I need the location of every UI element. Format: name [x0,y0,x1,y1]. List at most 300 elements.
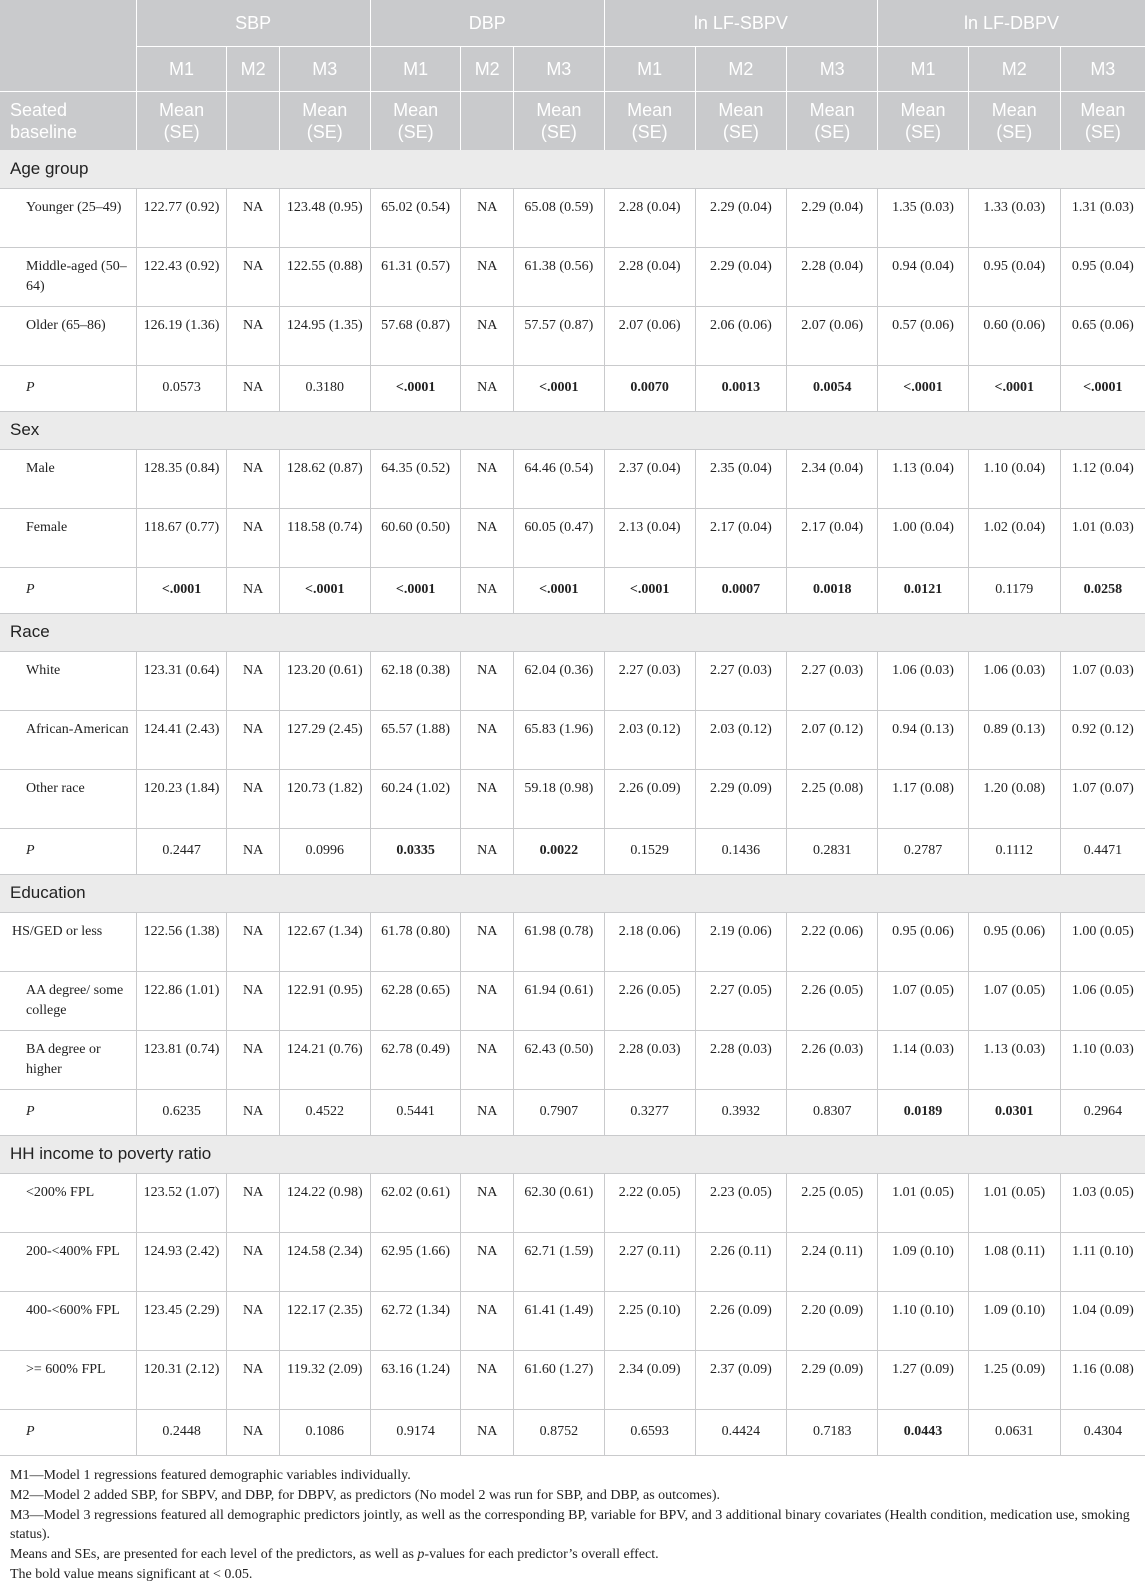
table-cell: NA [461,1173,513,1232]
p-value-text: 0.3277 [630,1104,669,1119]
table-cell: 61.98 (0.78) [513,912,604,971]
p-value-text: NA [243,1424,264,1439]
p-value-significant: <.0001 [539,582,579,597]
table-cell: 123.31 (0.64) [136,651,227,710]
table-cell: NA [227,247,279,306]
p-value-cell [604,1409,695,1455]
table-cell: 2.13 (0.04) [604,508,695,567]
p-value-cell [136,567,227,613]
table-cell: 63.16 (1.24) [370,1350,461,1409]
p-value-cell [370,567,461,613]
table-row [0,912,1145,971]
table-cell: NA [227,1291,279,1350]
p-value-cell [968,828,1060,874]
table-row [0,247,1145,306]
table-row [0,971,1145,1030]
table-cell: 124.41 (2.43) [136,710,227,769]
table-cell: 61.31 (0.57) [370,247,461,306]
group-title: Race [0,613,1145,651]
row-label: Other race [0,769,136,828]
table-cell: 64.35 (0.52) [370,449,461,508]
note-means-a: Means and SEs, are presented for each level of the predictors, as well as [10,1546,418,1562]
p-value-cell [279,567,370,613]
p-value-cell [461,567,513,613]
table-cell: 124.93 (2.42) [136,1232,227,1291]
table-cell: 2.29 (0.04) [695,247,787,306]
table-cell: 0.94 (0.04) [878,247,969,306]
table-cell: 61.41 (1.49) [513,1291,604,1350]
p-value-text: NA [243,582,264,597]
table-cell: NA [461,188,513,247]
table-cell: 0.94 (0.13) [878,710,969,769]
table-cell: 2.20 (0.09) [787,1291,878,1350]
table-cell: NA [461,449,513,508]
stat-header [227,92,279,151]
table-cell: NA [227,1030,279,1089]
p-value-cell [279,1089,370,1135]
table-cell: 65.08 (0.59) [513,188,604,247]
table-cell: NA [461,912,513,971]
note-m2: M2—Model 2 added SBP, for SBPV, and DBP, for DBPV, as predictors (No model 2 was run for SBP, and DBP, as outcomes). [10,1487,720,1503]
p-value-label: P [0,567,136,613]
table-cell: 2.27 (0.03) [695,651,787,710]
table-cell: NA [227,508,279,567]
row-label: Female [0,508,136,567]
p-value-text: 0.1112 [995,843,1033,858]
p-value-text: 0.6235 [162,1104,201,1119]
p-value-cell [227,828,279,874]
table-cell: 62.18 (0.38) [370,651,461,710]
table-notes [0,1456,1145,1584]
table-cell: 62.02 (0.61) [370,1173,461,1232]
stat-header: Mean (SE) [968,92,1060,151]
table-cell: 2.28 (0.04) [604,188,695,247]
model-header: M3 [1060,47,1145,92]
table-cell: 1.01 (0.05) [878,1173,969,1232]
table-cell: 1.03 (0.05) [1060,1173,1145,1232]
table-cell: NA [227,912,279,971]
row-label: Male [0,449,136,508]
row-label: Middle-aged (50–64) [0,247,136,306]
p-value-cell [787,828,878,874]
p-value-cell [968,1089,1060,1135]
table-cell: 120.31 (2.12) [136,1350,227,1409]
p-value-cell [878,1409,969,1455]
table-row [0,1291,1145,1350]
table-cell: 62.04 (0.36) [513,651,604,710]
stat-header: Mean (SE) [370,92,461,151]
p-value-cell [227,1089,279,1135]
row-label: 200-<400% FPL [0,1232,136,1291]
model-header: M1 [370,47,461,92]
table-cell: 124.95 (1.35) [279,306,370,365]
p-value-cell [136,828,227,874]
p-value-cell [513,828,604,874]
group-title: HH income to poverty ratio [0,1135,1145,1173]
p-value-significant: 0.0054 [812,380,852,395]
p-value-text: NA [243,380,264,395]
table-cell: 2.26 (0.09) [695,1291,787,1350]
p-value-cell [968,567,1060,613]
p-value-cell [604,567,695,613]
p-value-cell [1060,365,1145,411]
p-value-row [0,1409,1145,1455]
table-row [0,1030,1145,1089]
p-value-cell [136,365,227,411]
p-value-text: 0.0573 [162,380,201,395]
p-value-cell [513,567,604,613]
row-label: Younger (25–49) [0,188,136,247]
table-cell: 59.18 (0.98) [513,769,604,828]
stat-header: Mean (SE) [279,92,370,151]
table-cell: 2.25 (0.10) [604,1291,695,1350]
table-row [0,449,1145,508]
p-value-cell [279,828,370,874]
p-value-cell [787,1089,878,1135]
table-cell: 2.29 (0.04) [787,188,878,247]
table-cell: 2.17 (0.04) [787,508,878,567]
table-cell: 1.06 (0.03) [968,651,1060,710]
p-value-cell [878,567,969,613]
p-value-significant: 0.0121 [903,582,943,597]
p-value-significant: 0.0070 [630,380,669,395]
table-cell: 1.10 (0.10) [878,1291,969,1350]
table-cell: 122.77 (0.92) [136,188,227,247]
p-value-cell [604,365,695,411]
table-cell: 2.25 (0.05) [787,1173,878,1232]
p-value-text: 0.4424 [721,1424,761,1439]
p-value-text: 0.3180 [305,380,345,395]
table-cell: 0.95 (0.06) [878,912,969,971]
p-value-cell [787,1409,878,1455]
p-value-cell [513,1409,604,1455]
table-cell: 1.08 (0.11) [968,1232,1060,1291]
outcome-ln-lf-sbpv: ln LF-SBPV [604,0,877,47]
note-m1: M1—Model 1 regressions featured demographic variables individually. [10,1467,411,1483]
table-cell: 2.37 (0.04) [604,449,695,508]
row-label: BA degree or higher [0,1030,136,1089]
p-value-text: 0.1086 [305,1424,345,1439]
table-cell: 127.29 (2.45) [279,710,370,769]
table-cell: 62.72 (1.34) [370,1291,461,1350]
p-value-significant: <.0001 [161,582,202,597]
row-label: Older (65–86) [0,306,136,365]
table-cell: 62.43 (0.50) [513,1030,604,1089]
table-header [0,0,1145,150]
table-cell: NA [461,306,513,365]
table-cell: 2.18 (0.06) [604,912,695,971]
p-value-cell [695,1089,787,1135]
table-cell: 123.45 (2.29) [136,1291,227,1350]
p-value-cell [695,828,787,874]
table-cell: 2.23 (0.05) [695,1173,787,1232]
model-header: M2 [968,47,1060,92]
table-cell: 2.06 (0.06) [695,306,787,365]
p-value-text: NA [477,582,498,597]
model-header: M2 [695,47,787,92]
table-cell: 123.48 (0.95) [279,188,370,247]
p-value-significant: <.0001 [539,380,579,395]
p-value-row [0,1089,1145,1135]
group-header-row [0,613,1145,651]
table-cell: 1.02 (0.04) [968,508,1060,567]
p-value-cell [370,1409,461,1455]
corner-label [0,92,136,151]
table-cell: 57.57 (0.87) [513,306,604,365]
model-header: M2 [227,47,279,92]
p-value-significant: 0.0301 [995,1104,1034,1119]
row-label: AA degree/ some college [0,971,136,1030]
p-value-cell [1060,828,1145,874]
table-cell: 1.04 (0.09) [1060,1291,1145,1350]
table-cell: 60.05 (0.47) [513,508,604,567]
model-header: M3 [279,47,370,92]
table-cell: NA [461,247,513,306]
p-value-cell [787,567,878,613]
p-value-cell [227,365,279,411]
table-cell: 2.29 (0.09) [695,769,787,828]
table-cell: 62.95 (1.66) [370,1232,461,1291]
table-cell: NA [461,1030,513,1089]
p-value-significant: 0.0443 [903,1424,943,1439]
p-value-significant: 0.0189 [903,1104,943,1119]
table-cell: NA [461,1232,513,1291]
table-cell: 1.07 (0.03) [1060,651,1145,710]
table-cell: NA [227,188,279,247]
table-cell: 61.60 (1.27) [513,1350,604,1409]
p-value-significant: 0.0018 [812,582,852,597]
table-cell: 122.55 (0.88) [279,247,370,306]
table-cell: 1.06 (0.03) [878,651,969,710]
stat-header: Mean (SE) [878,92,969,151]
model-header: M1 [604,47,695,92]
table-cell: NA [461,651,513,710]
p-value-significant: 0.0335 [396,843,435,858]
table-cell: 2.27 (0.05) [695,971,787,1030]
p-value-text: 0.2787 [903,843,943,858]
table-cell: 2.34 (0.04) [787,449,878,508]
stat-header: Mean (SE) [695,92,787,151]
note-m3: M3—Model 3 regressions featured all demographic predictors jointly, as well as the corresponding BP, variable for BPV, and 3 additional binary covariates (Health condition, medication use, smoking status). [10,1507,1130,1542]
p-value-cell [968,1409,1060,1455]
table-cell: 118.67 (0.77) [136,508,227,567]
p-value-text: NA [477,1424,498,1439]
p-value-cell [878,1089,969,1135]
table-cell: 1.14 (0.03) [878,1030,969,1089]
table-cell: 65.83 (1.96) [513,710,604,769]
stat-header: Mean (SE) [1060,92,1145,151]
table-cell: NA [227,710,279,769]
stat-header: Mean (SE) [787,92,878,151]
p-value-significant: 0.0013 [721,380,761,395]
p-value-significant: <.0001 [903,380,943,395]
table-cell: 62.78 (0.49) [370,1030,461,1089]
p-value-cell [604,828,695,874]
table-row [0,508,1145,567]
table-cell: 123.81 (0.74) [136,1030,227,1089]
table-cell: NA [227,1350,279,1409]
table-cell: 119.32 (2.09) [279,1350,370,1409]
p-value-text: 0.2447 [162,843,201,858]
corner-label-line2: baseline [10,122,78,142]
group-header-row [0,874,1145,912]
table-row [0,188,1145,247]
group-header-row [0,150,1145,188]
p-value-significant: <.0001 [629,582,670,597]
stat-header: Mean (SE) [604,92,695,151]
table-cell: 1.13 (0.03) [968,1030,1060,1089]
group-title: Age group [0,150,1145,188]
table-cell: 2.07 (0.12) [787,710,878,769]
table-cell: 60.60 (0.50) [370,508,461,567]
table-cell: NA [461,971,513,1030]
table-cell: NA [461,508,513,567]
table-body [0,150,1145,1455]
p-value-text: 0.1179 [995,582,1034,597]
row-label: <200% FPL [0,1173,136,1232]
table-row [0,769,1145,828]
row-label: 400-<600% FPL [0,1291,136,1350]
note-means-p: p [417,1546,425,1562]
table-cell: 0.95 (0.04) [968,247,1060,306]
row-label: African-American [0,710,136,769]
table-cell: 1.10 (0.03) [1060,1030,1145,1089]
table-cell: 1.10 (0.04) [968,449,1060,508]
table-cell: 0.95 (0.04) [1060,247,1145,306]
table-cell: 2.28 (0.04) [604,247,695,306]
table-cell: 1.17 (0.08) [878,769,969,828]
p-value-cell [370,1089,461,1135]
p-value-cell [1060,1089,1145,1135]
table-cell: 1.07 (0.07) [1060,769,1145,828]
table-cell: 1.01 (0.03) [1060,508,1145,567]
p-value-text: 0.0996 [305,843,345,858]
table-cell: 64.46 (0.54) [513,449,604,508]
model-header: M1 [136,47,227,92]
p-value-cell [461,1409,513,1455]
table-cell: 124.21 (0.76) [279,1030,370,1089]
table-cell: 1.12 (0.04) [1060,449,1145,508]
table-cell: 123.20 (0.61) [279,651,370,710]
outcome-dbp: DBP [370,0,604,47]
table-cell: 61.38 (0.56) [513,247,604,306]
p-value-cell [136,1089,227,1135]
p-value-text: NA [477,1104,498,1119]
table-cell: 120.23 (1.84) [136,769,227,828]
table-cell: 1.27 (0.09) [878,1350,969,1409]
table-cell: 122.67 (1.34) [279,912,370,971]
table-cell: NA [227,1173,279,1232]
table-cell: NA [227,971,279,1030]
p-value-cell [136,1409,227,1455]
p-value-text: 0.4471 [1083,843,1123,858]
table-cell: 2.28 (0.03) [695,1030,787,1089]
table-cell: 62.28 (0.65) [370,971,461,1030]
p-value-significant: <.0001 [305,582,345,597]
p-value-text: 0.2964 [1083,1104,1123,1119]
table-cell: NA [227,1232,279,1291]
table-cell: 1.09 (0.10) [968,1291,1060,1350]
p-value-label: P [0,828,136,874]
table-cell: 120.73 (1.82) [279,769,370,828]
p-value-row [0,567,1145,613]
p-value-cell [370,365,461,411]
table-cell: 1.33 (0.03) [968,188,1060,247]
table-row [0,1350,1145,1409]
p-value-significant: 0.0007 [721,582,761,597]
table-cell: 122.91 (0.95) [279,971,370,1030]
table-cell: 2.29 (0.04) [695,188,787,247]
p-value-text: NA [477,843,498,858]
table-cell: 2.28 (0.04) [787,247,878,306]
table-cell: 2.27 (0.03) [604,651,695,710]
table-cell: 2.27 (0.03) [787,651,878,710]
p-value-text: 0.4304 [1083,1424,1123,1439]
table-cell: 57.68 (0.87) [370,306,461,365]
table-cell: 122.86 (1.01) [136,971,227,1030]
table-cell: 122.43 (0.92) [136,247,227,306]
table-cell: 2.26 (0.05) [787,971,878,1030]
table-cell: 61.78 (0.80) [370,912,461,971]
stat-header: Mean (SE) [136,92,227,151]
table-cell: 1.20 (0.08) [968,769,1060,828]
table-cell: 1.01 (0.05) [968,1173,1060,1232]
table-cell: 2.22 (0.05) [604,1173,695,1232]
p-value-significant: <.0001 [395,582,436,597]
p-value-cell [1060,1409,1145,1455]
stat-header [461,92,513,151]
p-value-row [0,828,1145,874]
table-cell: 61.94 (0.61) [513,971,604,1030]
p-value-label: P [0,365,136,411]
table-cell: 122.17 (2.35) [279,1291,370,1350]
table-cell: 128.62 (0.87) [279,449,370,508]
table-cell: 2.35 (0.04) [695,449,787,508]
p-value-significant: 0.0022 [539,843,579,858]
table-cell: 2.03 (0.12) [604,710,695,769]
table-cell: 1.11 (0.10) [1060,1232,1145,1291]
p-value-cell [1060,567,1145,613]
p-value-text: 0.3932 [721,1104,761,1119]
table-cell: 0.92 (0.12) [1060,710,1145,769]
p-value-cell [513,365,604,411]
row-label: White [0,651,136,710]
table-cell: NA [227,769,279,828]
p-value-text: 0.8307 [812,1104,852,1119]
table-cell: 1.31 (0.03) [1060,188,1145,247]
table-cell: 118.58 (0.74) [279,508,370,567]
group-header-row [0,411,1145,449]
p-value-cell [878,828,969,874]
p-value-text: 0.7183 [812,1424,852,1439]
p-value-label: P [0,1409,136,1455]
table-row [0,306,1145,365]
p-value-cell [227,567,279,613]
table-cell: 62.71 (1.59) [513,1232,604,1291]
p-value-text: NA [243,843,264,858]
p-value-cell [878,365,969,411]
p-value-cell [513,1089,604,1135]
table-row [0,1232,1145,1291]
table-cell: 2.24 (0.11) [787,1232,878,1291]
model-header: M3 [513,47,604,92]
p-value-text: 0.2448 [162,1424,201,1439]
table-cell: 1.25 (0.09) [968,1350,1060,1409]
p-value-text: 0.8752 [539,1424,579,1439]
p-value-text: 0.1529 [630,843,669,858]
table-cell: 1.13 (0.04) [878,449,969,508]
corner-label-line1: Seated [10,100,68,120]
